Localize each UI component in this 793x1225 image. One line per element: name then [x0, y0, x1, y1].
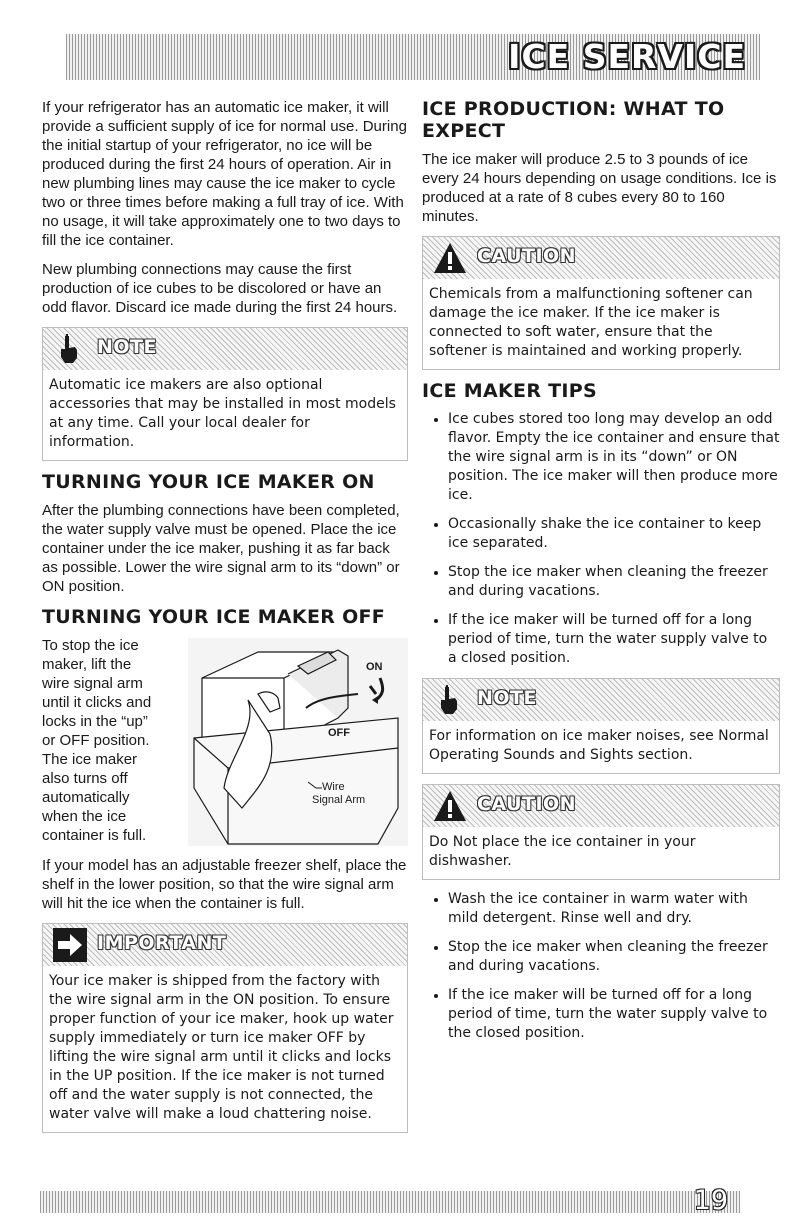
caution-box-2	[422, 784, 780, 880]
wire-label: Wire	[322, 781, 345, 793]
note-box-header	[43, 328, 407, 370]
right-column	[422, 98, 780, 1053]
list-item: • If the ice maker will be turned off for a long period of time, turn the water supply valve to a closed position.	[448, 611, 780, 668]
note-hand-icon	[433, 683, 467, 717]
ice-production-heading: ICE PRODUCTION: WHAT TO EXPECT	[422, 98, 725, 142]
caution-box-header	[423, 237, 779, 279]
warning-triangle-icon	[433, 789, 467, 823]
caution-text: Do Not place the ice container in your dishwasher.	[429, 834, 696, 869]
arrow-right-icon	[53, 928, 87, 962]
ice-maker-tips-heading: ICE MAKER TIPS	[422, 380, 598, 402]
list-item: • Stop the ice maker when cleaning the freezer and during vacations.	[448, 938, 780, 976]
ice-container-tips-list	[422, 890, 780, 1043]
turning-off-side-text: To stop the ice maker, lift the wire signal arm until it clicks and locks in the “up” or OFF position. The ice maker also turns off automatically when the ice container is full.	[42, 637, 152, 844]
ice-maker-tips-list	[422, 410, 780, 668]
note-box-header	[423, 679, 779, 721]
note-box-1	[42, 327, 408, 461]
caution-label: CAUTION	[477, 245, 577, 267]
turning-on-heading: TURNING YOUR ICE MAKER ON	[42, 471, 375, 493]
header-banner	[66, 34, 760, 80]
note-label: NOTE	[97, 336, 157, 358]
page-title: ICE SERVICE	[508, 37, 746, 76]
caution-box-header	[423, 785, 779, 827]
warning-triangle-icon	[433, 241, 467, 275]
list-item: • If the ice maker will be turned off for a long period of time, turn the water supply valve to the closed position.	[448, 986, 780, 1043]
caution-text: Chemicals from a malfunctioning softener can damage the ice maker. If the ice maker is connected to soft water, ensure that the softener is maintained and working properly.	[429, 286, 753, 359]
turning-off-block	[42, 636, 408, 856]
page-number: 19	[693, 1185, 728, 1216]
caution-label: CAUTION	[477, 793, 577, 815]
important-label: IMPORTANT	[97, 932, 227, 954]
left-column	[42, 98, 408, 1143]
note-box-2	[422, 678, 780, 774]
note-text: For information on ice maker noises, see Normal Operating Sounds and Sights section.	[429, 728, 769, 763]
intro-paragraph-2: New plumbing connections may cause the first production of ice cubes to be discolored or have an odd flavor. Discard ice made during the first 24 hours.	[42, 261, 398, 316]
list-item: • Stop the ice maker when cleaning the freezer and during vacations.	[448, 563, 780, 601]
note-label: NOTE	[477, 687, 537, 709]
signal-arm-label: Signal Arm	[312, 794, 366, 806]
ice-maker-illustration	[188, 638, 408, 846]
footer-bar	[40, 1185, 740, 1216]
turning-off-heading: TURNING YOUR ICE MAKER OFF	[42, 606, 386, 628]
list-item: • Occasionally shake the ice container to keep ice separated.	[448, 515, 780, 553]
important-box-header	[43, 924, 407, 966]
caution-box-1	[422, 236, 780, 370]
on-label: ON	[366, 661, 383, 673]
list-item: • Wash the ice container in warm water with mild detergent. Rinse well and dry.	[448, 890, 780, 928]
list-item: • Ice cubes stored too long may develop an odd flavor. Empty the ice container and ensure that the wire signal arm is in its “down” or ON position. The ice maker will then produce more ice.	[448, 410, 780, 505]
note-text: Automatic ice makers are also optional accessories that may be installed in most models at any time. Call your local dealer for information.	[49, 377, 396, 450]
off-label: OFF	[328, 727, 350, 739]
note-hand-icon	[53, 332, 87, 366]
intro-paragraph-1: If your refrigerator has an automatic ice maker, it will provide a sufficient supply of ice for normal use. During the initial startup of your refrigerator, no ice will be produced during the first 24 hours of operation. Air in new plumbing lines may cause the ice maker to cycle two or three times before making a full tray of ice. With no usage, it will take approximately one to two days to fill the ice container.	[42, 99, 407, 249]
turning-on-text: After the plumbing connections have been completed, the water supply valve must be opened. Place the ice container under the ice maker, pushing it as far back as possible. Lower the wire signal arm to its “down” or ON position.	[42, 502, 400, 595]
important-box	[42, 923, 408, 1133]
important-text: Your ice maker is shipped from the factory with the wire signal arm in the ON position. To ensure proper function of your ice maker, hook up water supply immediately or turn ice maker OFF by lifting the wire signal arm until it clicks and locks in the UP position. If the ice maker is not turned off and the water supply is not connected, the water valve will make a loud chattering noise.	[49, 973, 394, 1122]
turning-off-continued-text: If your model has an adjustable freezer shelf, place the shelf in the lower position, so that the wire signal arm will hit the ice when the container is full.	[42, 857, 407, 912]
ice-production-text: The ice maker will produce 2.5 to 3 pounds of ice every 24 hours depending on usage conditions. Ice is produced at a rate of 8 cubes every 80 to 160 minutes.	[422, 151, 777, 225]
